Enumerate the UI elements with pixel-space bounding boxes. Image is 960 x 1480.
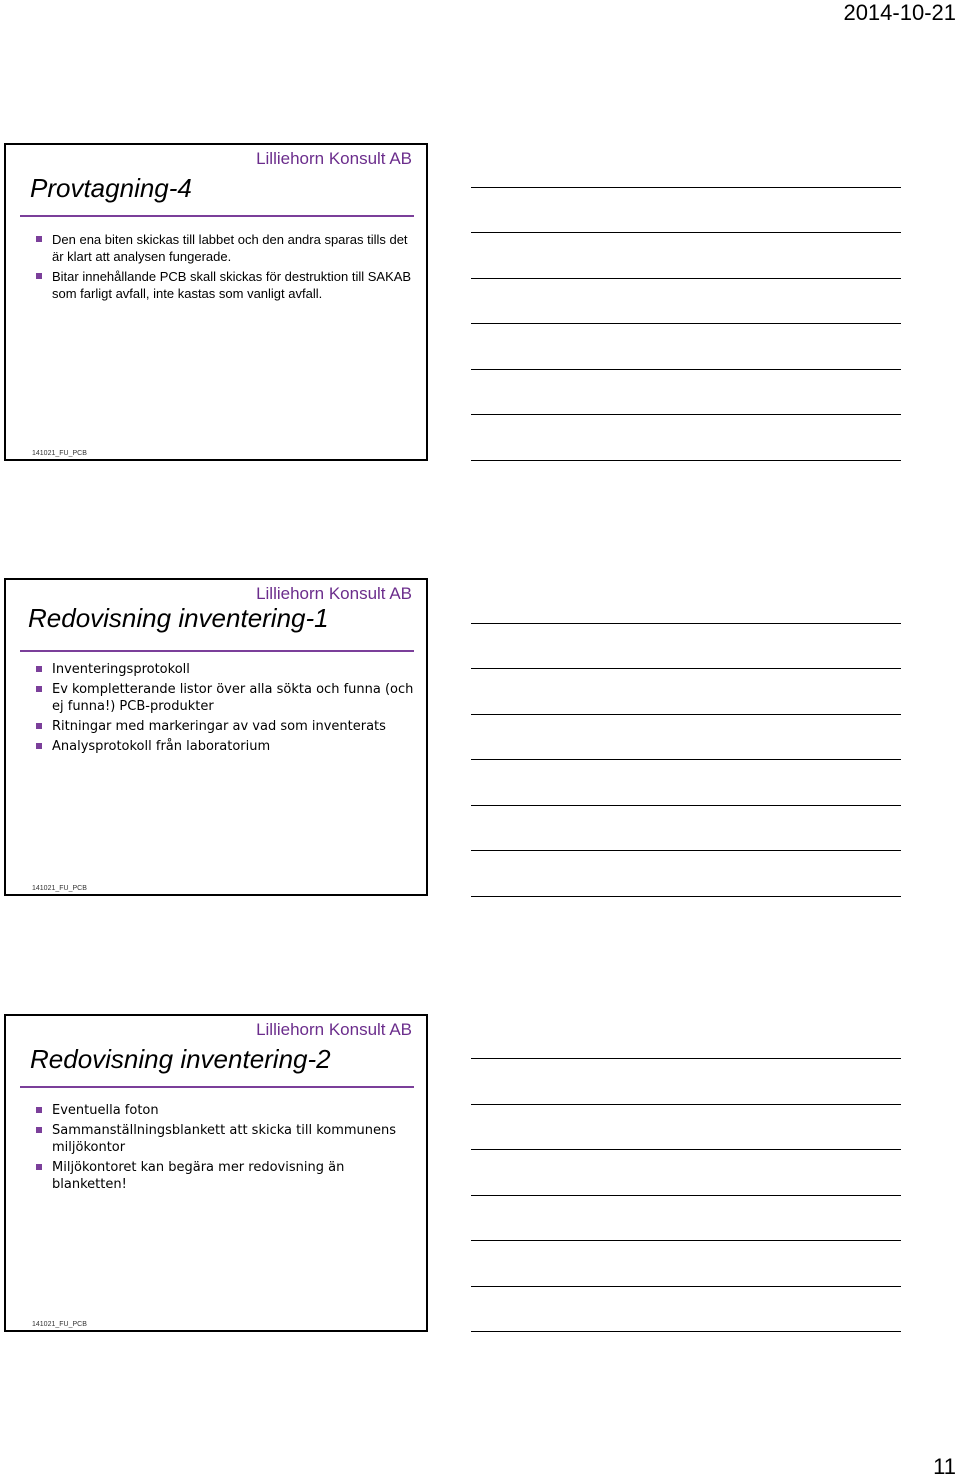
- note-line: [471, 1104, 901, 1105]
- list-item: Inventeringsprotokoll: [36, 661, 414, 678]
- slide-title: Provtagning-4: [30, 173, 192, 203]
- list-item: Analysprotokoll från laboratorium: [36, 738, 414, 755]
- slide-title: Redovisning inventering-2: [30, 1044, 331, 1074]
- note-line: [471, 369, 901, 370]
- company-name: Lilliehorn Konsult AB: [256, 149, 412, 168]
- title-divider: [20, 1086, 414, 1088]
- note-line: [471, 623, 901, 624]
- slide-footer: 141021_FU_PCB: [32, 885, 87, 892]
- list-item: Ritningar med markeringar av vad som inventerats: [36, 718, 414, 735]
- slide-redovisning-inventering-2: [4, 1014, 428, 1332]
- note-line: [471, 460, 901, 461]
- slide-provtagning-4: [4, 143, 428, 461]
- note-line: [471, 668, 901, 669]
- note-line: [471, 805, 901, 806]
- page-number: 11: [933, 1454, 956, 1479]
- note-line: [471, 1195, 901, 1196]
- note-line: [471, 1286, 901, 1287]
- note-line: [471, 714, 901, 715]
- company-name: Lilliehorn Konsult AB: [256, 1020, 412, 1039]
- title-divider: [20, 215, 414, 217]
- list-item: Den ena biten skickas till labbet och den andra sparas tills det är klart att analysen fungerade.: [36, 231, 414, 265]
- note-line: [471, 414, 901, 415]
- note-line: [471, 759, 901, 760]
- note-line: [471, 1331, 901, 1332]
- note-line: [471, 187, 901, 188]
- page-date: 2014-10-21: [843, 0, 956, 25]
- list-item: Bitar innehållande PCB skall skickas för destruktion till SAKAB som farligt avfall, inte kastas som vanligt avfall.: [36, 268, 414, 302]
- bullet-list: [36, 231, 414, 305]
- bullet-list: [36, 1102, 414, 1196]
- list-item: Eventuella foton: [36, 1102, 414, 1119]
- note-line: [471, 323, 901, 324]
- bullet-list: [36, 661, 414, 758]
- note-line: [471, 1149, 901, 1150]
- title-divider: [20, 650, 414, 652]
- list-item: Ev kompletterande listor över alla sökta och funna (och ej funna!) PCB-produkter: [36, 681, 414, 715]
- note-line: [471, 896, 901, 897]
- note-line: [471, 850, 901, 851]
- slide-title: Redovisning inventering-1: [28, 603, 329, 633]
- note-line: [471, 232, 901, 233]
- note-line: [471, 1240, 901, 1241]
- note-line: [471, 278, 901, 279]
- note-line: [471, 1058, 901, 1059]
- slide-footer: 141021_FU_PCB: [32, 450, 87, 457]
- company-name: Lilliehorn Konsult AB: [256, 584, 412, 603]
- list-item: Miljökontoret kan begära mer redovisning än blanketten!: [36, 1159, 414, 1193]
- slide-redovisning-inventering-1: [4, 578, 428, 896]
- list-item: Sammanställningsblankett att skicka till kommunens miljökontor: [36, 1122, 414, 1156]
- slide-footer: 141021_FU_PCB: [32, 1321, 87, 1328]
